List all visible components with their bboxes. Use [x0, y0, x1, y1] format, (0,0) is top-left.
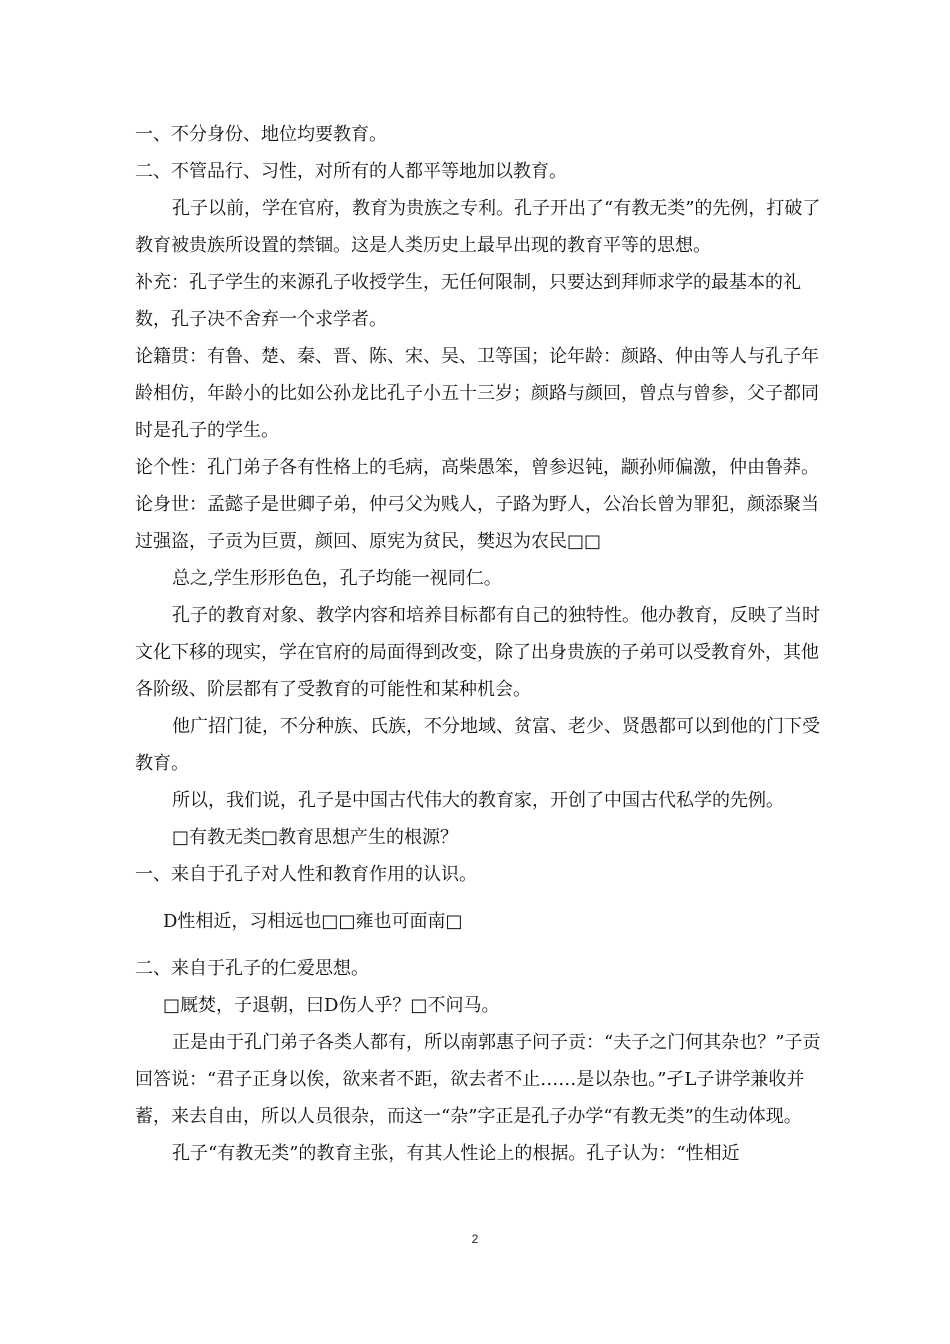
paragraph-12: □有教无类□教育思想产生的根源？: [172, 827, 459, 848]
paragraph-4: 补充：孔子学生的来源孔子收授学生，无任何限制，只要达到拜师求学的最基本的礼数，孔子决不舍弃一个求学者。: [135, 272, 801, 330]
paragraph-10: 他广招门徒，不分种族、氏族，不分地域、贫富、老少、贤愚都可以到他的门下受教育。: [135, 716, 820, 774]
paragraph-7: 论身世：孟懿子是世卿子弟，仲弓父为贱人，子路为野人，公冶长曾为罪犯，颜添聚当过强盗，子贡为巨贾，颜回、原宪为贫民，樊迟为农民□□: [135, 494, 819, 552]
paragraph-2: 二、不管品行、习性，对所有的人都平等地加以教育。: [135, 161, 567, 182]
paragraph-17: 正是由于孔门弟子各类人都有，所以南郭惠子问子贡：“夫子之门何其杂也？”子贡回答说：“君子正身以俟，欲来者不距，欲去者不止……是以杂也。”孑L子讲学兼收并蓄，来去自由，所以人员很杂，而这一“杂”字正是孔子办学“有教无类”的生动体现。: [135, 1032, 821, 1127]
paragraph-14: D性相近，习相远也□□雍也可面南□: [163, 911, 463, 932]
paragraph-8: 总之,学生形形色色，孔子均能一视同仁。: [172, 568, 502, 589]
paragraph-1: 一、不分身份、地位均要教育。: [135, 124, 387, 145]
paragraph-3: 孔子以前，学在官府，教育为贵族之专利。孔子开出了“有教无类”的先例，打破了教育被贵族所设置的禁锢。这是人类历史上最早出现的教育平等的思想。: [135, 198, 821, 256]
paragraph-13: 一、来自于孔子对人性和教育作用的认识。: [135, 864, 477, 885]
page-number: 2: [471, 1232, 479, 1246]
paragraph-16: □厩焚，子退朝，曰D伤人乎？□不问马。: [163, 995, 500, 1016]
paragraph-15: 二、来自于孔子的仁爱思想。: [135, 958, 369, 979]
paragraph-11: 所以，我们说，孔子是中国古代伟大的教育家，开创了中国古代私学的先例。: [172, 790, 784, 811]
paragraph-6: 论个性：孔门弟子各有性格上的毛病，高柴愚笨，曾参迟钝，颛孙师偏激，仲由鲁莽。: [135, 457, 819, 478]
paragraph-5: 论籍贯：有鲁、楚、秦、晋、陈、宋、吴、卫等国；论年龄：颜路、仲由等人与孔子年龄相仿，年龄小的比如公孙龙比孔子小五十三岁；颜路与颜回，曾点与曾参，父子都同时是孔子的学生。: [135, 346, 819, 441]
document-body: [135, 116, 825, 1172]
paragraph-18: 孔子“有教无类”的教育主张，有其人性论上的根据。孔子认为：“性相近: [172, 1143, 740, 1164]
paragraph-9: 孔子的教育对象、教学内容和培养目标都有自己的独特性。他办教育，反映了当时文化下移的现实，学在官府的局面得到改变，除了出身贵族的子弟可以受教育外，其他各阶级、阶层都有了受教育的可能性和某种机会。: [135, 605, 820, 700]
